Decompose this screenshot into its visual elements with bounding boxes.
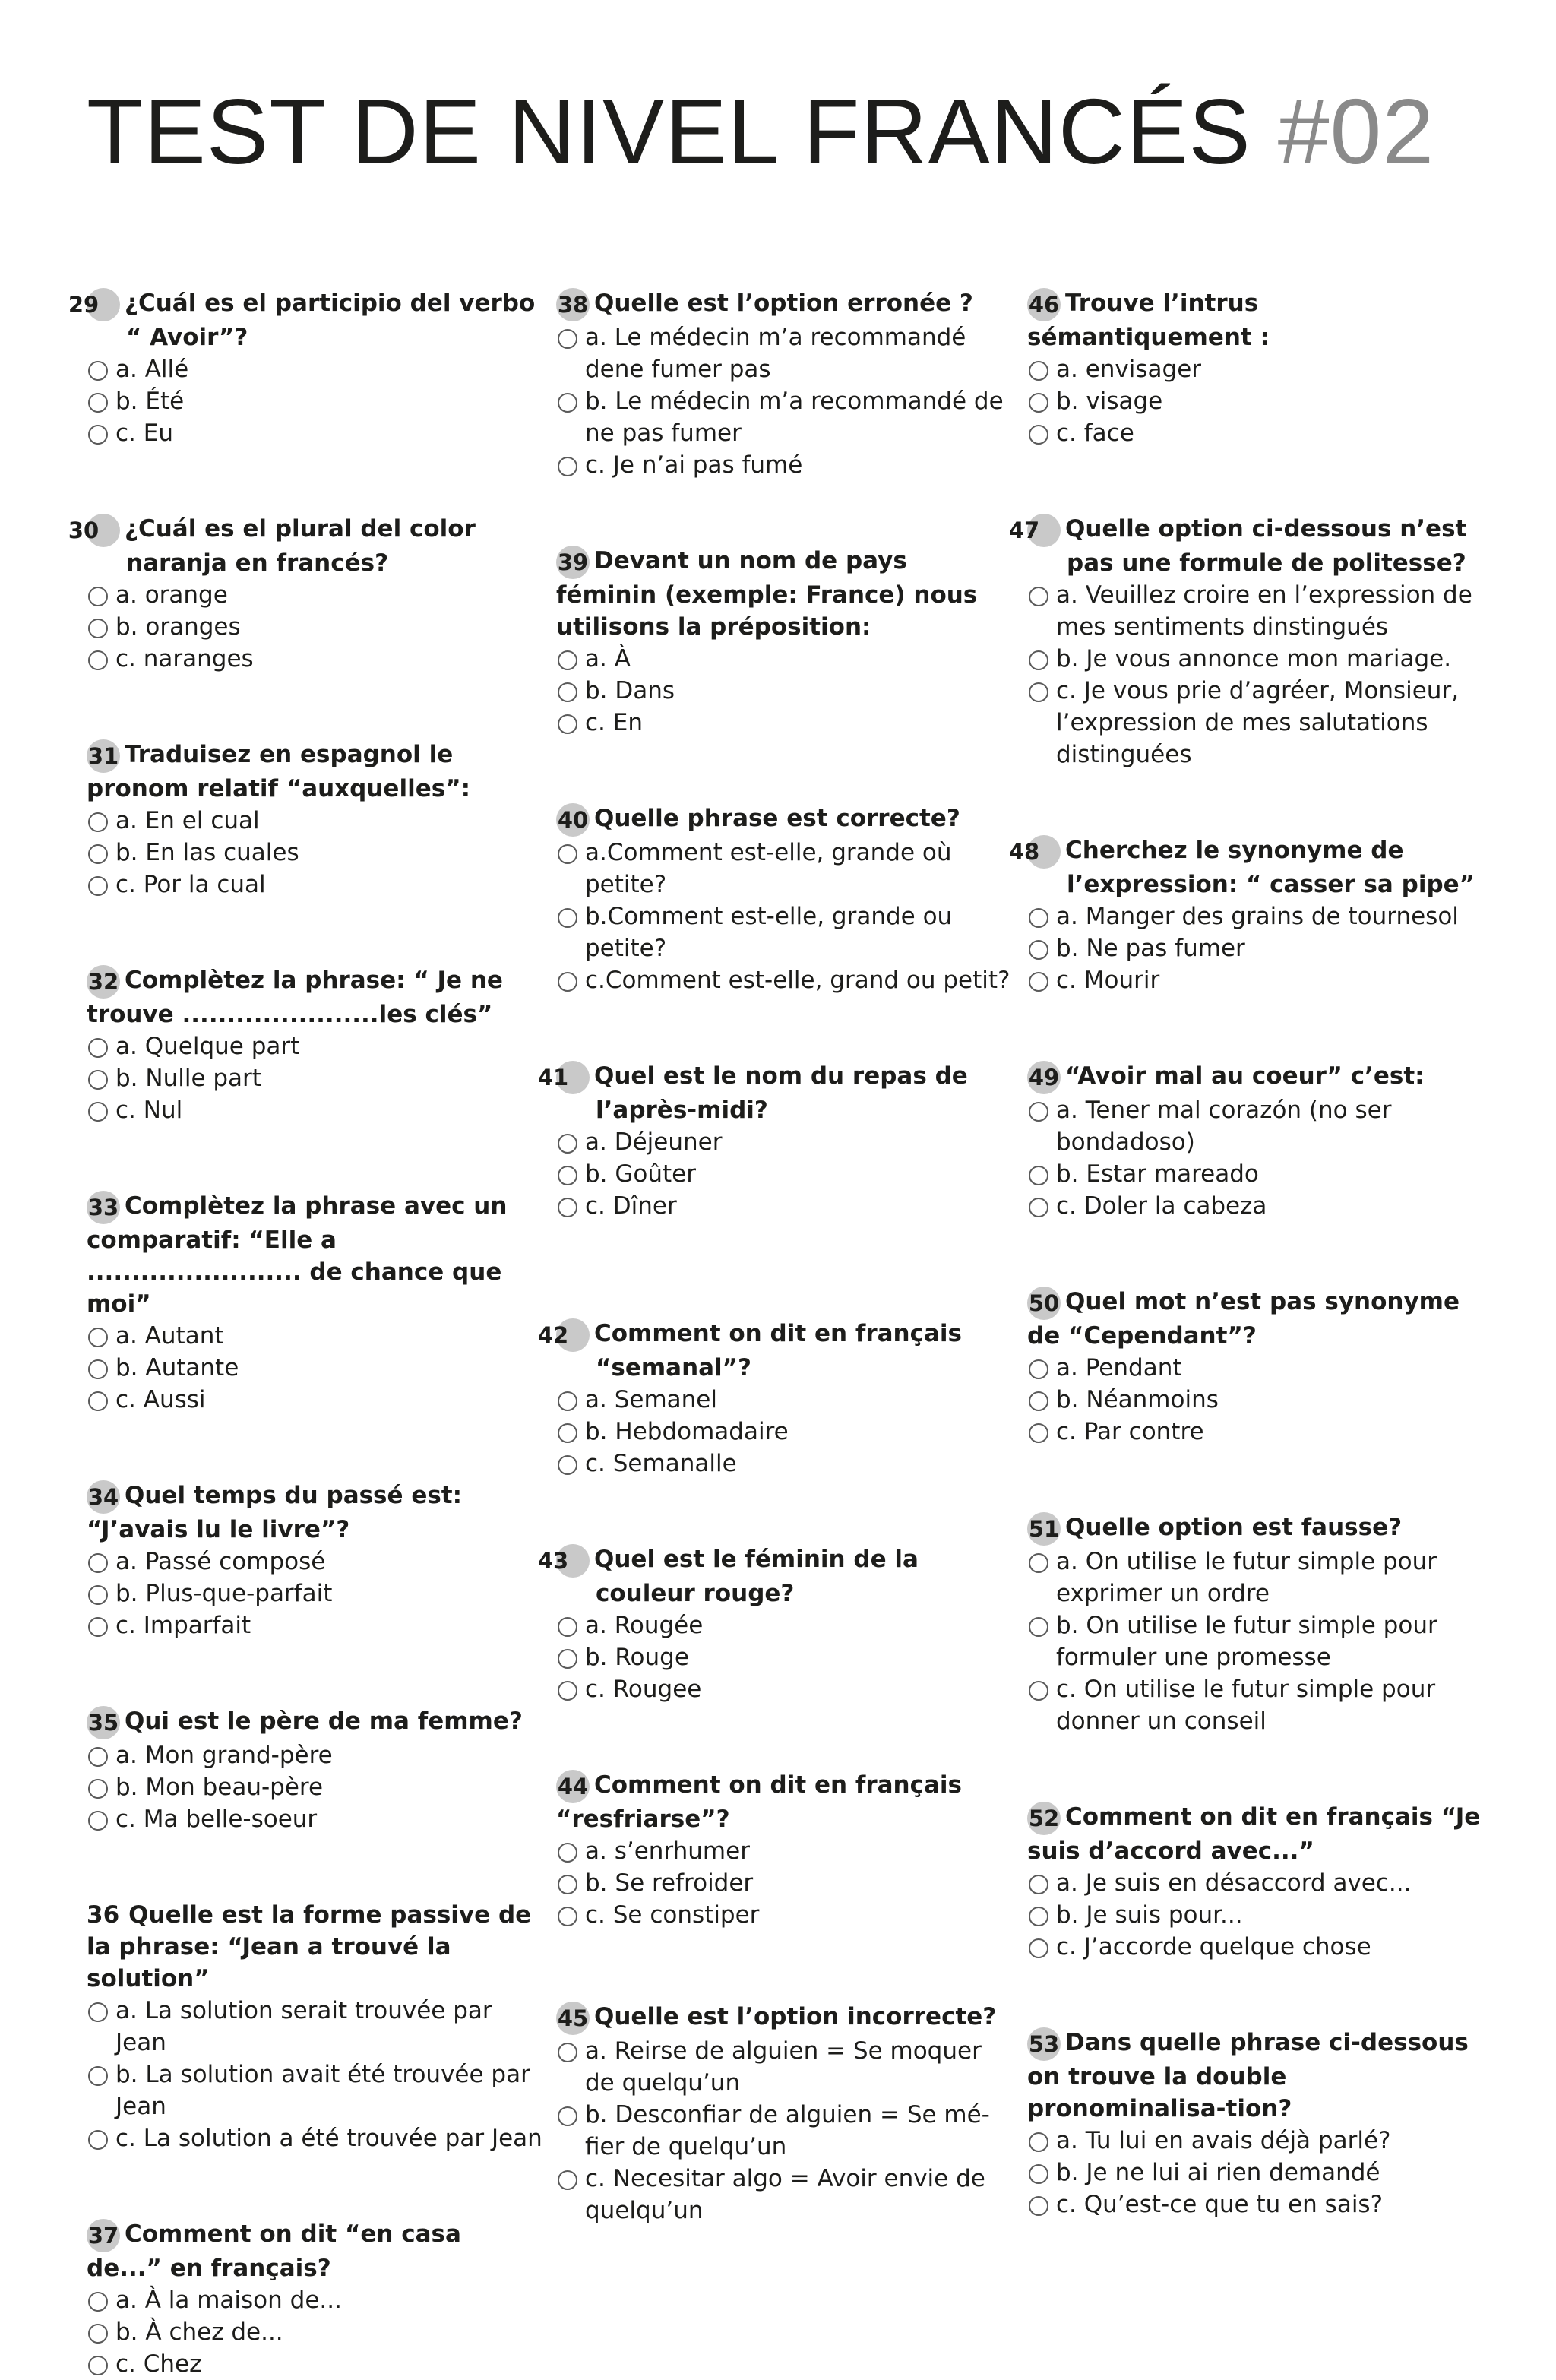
answer-option[interactable]: a. Je suis en désaccord avec... <box>1027 1867 1491 1899</box>
radio-button[interactable] <box>558 1134 577 1154</box>
question-number-badge: 50 <box>1027 1287 1061 1320</box>
answer-option[interactable]: c. Rougee <box>556 1673 1012 1705</box>
answer-option[interactable]: a.Comment est-elle, grande où petite? <box>556 837 1012 900</box>
question-48 <box>1008 834 1491 996</box>
answer-option[interactable]: c. Doler la cabeza <box>1027 1190 1491 1222</box>
radio-button[interactable] <box>88 1391 108 1411</box>
radio-button[interactable] <box>558 1649 577 1669</box>
question-47 <box>1008 513 1491 771</box>
answer-option[interactable]: a. En el cual <box>87 805 542 837</box>
radio-button[interactable] <box>558 844 577 864</box>
radio-button[interactable] <box>88 876 108 896</box>
answer-option[interactable]: c. Je n’ai pas fumé <box>556 449 1012 481</box>
answer-option[interactable]: c. Aussi <box>87 1384 542 1416</box>
question-number-badge: 42 <box>556 1318 590 1352</box>
question-text: Quelle phrase est correcte? <box>594 805 960 832</box>
radio-button[interactable] <box>1029 1875 1048 1894</box>
radio-button[interactable] <box>1029 940 1048 960</box>
answer-option[interactable]: a. Passé composé <box>87 1546 542 1578</box>
question-number-badge: 48 <box>1027 835 1061 869</box>
answer-option[interactable]: b. Je vous annonce mon mariage. <box>1027 643 1491 675</box>
radio-button[interactable] <box>1029 2196 1048 2216</box>
answer-option[interactable]: a. À <box>556 643 1012 675</box>
answer-option[interactable]: a. À la maison de... <box>87 2284 542 2316</box>
question-text: Cherchez le synonyme de l’expression: “ casser sa pipe” <box>1065 837 1475 898</box>
radio-button[interactable] <box>88 1811 108 1831</box>
answer-option[interactable]: b. Été <box>87 385 542 417</box>
radio-button[interactable] <box>88 619 108 638</box>
answer-option[interactable]: c. Mourir <box>1027 964 1491 996</box>
question-text: Quel temps du passé est: “J’avais lu le livre”? <box>87 1482 463 1543</box>
question-number-badge: 30 <box>87 514 120 547</box>
radio-button[interactable] <box>88 812 108 832</box>
question-text: Comment on dit “en casa de...” en français? <box>87 2220 461 2282</box>
answer-option[interactable]: c. Se constiper <box>556 1899 1012 1931</box>
radio-button[interactable] <box>1029 2164 1048 2184</box>
radio-button[interactable] <box>558 682 577 702</box>
answer-option[interactable]: c. Qu’est-ce que tu en sais? <box>1027 2189 1491 2220</box>
answer-option[interactable]: c. Imparfait <box>87 1609 542 1641</box>
answer-option[interactable]: b. Goûter <box>556 1158 1012 1190</box>
question-text: Quel est le nom du repas de l’après-midi? <box>594 1062 968 1124</box>
page-title <box>87 80 1435 183</box>
radio-button[interactable] <box>558 1875 577 1894</box>
answer-option[interactable]: a. Allé <box>87 353 542 385</box>
radio-button[interactable] <box>558 972 577 992</box>
radio-button[interactable] <box>558 1423 577 1443</box>
question-text: Quelle option est fausse? <box>1065 1514 1403 1541</box>
radio-button[interactable] <box>88 393 108 413</box>
answer-option[interactable]: a. Reirse de alguien = Se moquer de quelqu’un <box>556 2035 1012 2099</box>
radio-button[interactable] <box>1029 1166 1048 1185</box>
question-text: Comment on dit en français “semanal”? <box>594 1320 962 1381</box>
answer-option[interactable]: a. Semanel <box>556 1384 1012 1416</box>
radio-button[interactable] <box>88 2002 108 2022</box>
answer-option[interactable]: c. Necesitar algo = Avoir envie de quelqu’un <box>556 2163 1012 2227</box>
answer-option[interactable]: a. Autant <box>87 1320 542 1352</box>
radio-button[interactable] <box>1029 1553 1048 1573</box>
question-36 <box>87 1899 542 2154</box>
question-text: ¿Cuál es el plural del color naranja en francés? <box>125 515 476 577</box>
radio-button[interactable] <box>88 1617 108 1637</box>
question-text: ¿Cuál es el participio del verbo “ Avoir”? <box>125 290 536 351</box>
answer-option[interactable]: b. visage <box>1027 385 1491 417</box>
question-text: Complètez la phrase avec un comparatif: “Elle a ........................ de chance que moi” <box>87 1192 508 1318</box>
question-51 <box>1027 1511 1491 1737</box>
radio-button[interactable] <box>1029 650 1048 670</box>
question-44 <box>556 1769 1012 1931</box>
radio-button[interactable] <box>558 1907 577 1926</box>
answer-option[interactable]: b. Se refroider <box>556 1867 1012 1899</box>
radio-button[interactable] <box>88 2356 108 2375</box>
answer-option[interactable]: c.Comment est-elle, grand ou petit? <box>556 964 1012 996</box>
radio-button[interactable] <box>1029 972 1048 992</box>
question-text: Quelle option ci-dessous n’est pas une formule de politesse? <box>1065 515 1467 577</box>
question-37 <box>87 2218 542 2380</box>
question-number-badge: 37 <box>87 2219 120 2252</box>
question-text: Quelle est la forme passive de la phrase: “Jean a trouvé la solution” <box>87 1901 532 1992</box>
radio-button[interactable] <box>558 1198 577 1217</box>
radio-button[interactable] <box>88 425 108 445</box>
radio-button[interactable] <box>558 329 577 349</box>
question-number: 36 <box>87 1901 120 1929</box>
question-42 <box>537 1318 1012 1480</box>
question-number-badge: 41 <box>556 1061 590 1094</box>
radio-button[interactable] <box>88 2066 108 2086</box>
answer-option[interactable]: a. Rougée <box>556 1609 1012 1641</box>
radio-button[interactable] <box>558 650 577 670</box>
question-column-3 <box>1008 287 1491 2220</box>
answer-option[interactable]: a. Tener mal corazón (no ser bondadoso) <box>1027 1094 1491 1158</box>
radio-button[interactable] <box>1029 1102 1048 1122</box>
radio-button[interactable] <box>1029 587 1048 606</box>
question-number-badge: 31 <box>87 739 120 773</box>
answer-option[interactable]: a. s’enrhumer <box>556 1835 1012 1867</box>
radio-button[interactable] <box>558 393 577 413</box>
answer-option[interactable]: a. Tu lui en avais déjà parlé? <box>1027 2125 1491 2157</box>
radio-button[interactable] <box>558 714 577 734</box>
question-number-badge: 47 <box>1027 514 1061 547</box>
question-53 <box>1027 2027 1491 2220</box>
radio-button[interactable] <box>1029 1423 1048 1443</box>
question-43 <box>537 1543 1012 1705</box>
radio-button[interactable] <box>1029 1617 1048 1637</box>
question-number-badge: 43 <box>556 1544 590 1578</box>
answer-option[interactable]: a. On utilise le futur simple pour exprimer un ordre <box>1027 1546 1491 1609</box>
radio-button[interactable] <box>88 587 108 606</box>
radio-button[interactable] <box>558 2170 577 2190</box>
question-number-badge: 51 <box>1027 1512 1061 1546</box>
question-text: Quel mot n’est pas synonyme de “Cependant”? <box>1027 1288 1460 1350</box>
question-text: Dans quelle phrase ci-dessous on trouve la double pronominalisa-tion? <box>1027 2029 1469 2122</box>
radio-button[interactable] <box>558 1617 577 1637</box>
question-30 <box>68 513 542 675</box>
answer-option[interactable]: a. Mon grand-père <box>87 1739 542 1771</box>
answer-option[interactable]: c. La solution a été trouvée par Jean <box>87 2122 542 2154</box>
radio-button[interactable] <box>88 2324 108 2344</box>
radio-button[interactable] <box>88 361 108 381</box>
answer-option[interactable]: b. En las cuales <box>87 837 542 869</box>
question-number-badge: 35 <box>87 1706 120 1739</box>
radio-button[interactable] <box>88 2292 108 2312</box>
radio-button[interactable] <box>88 1070 108 1090</box>
radio-button[interactable] <box>558 457 577 476</box>
question-number-badge: 38 <box>556 288 590 321</box>
answer-option[interactable]: c. Ma belle-soeur <box>87 1803 542 1835</box>
radio-button[interactable] <box>558 1843 577 1863</box>
answer-option[interactable]: c. Nul <box>87 1094 542 1126</box>
answer-option[interactable]: b. Ne pas fumer <box>1027 932 1491 964</box>
answer-option[interactable]: a. Quelque part <box>87 1030 542 1062</box>
radio-button[interactable] <box>558 1681 577 1701</box>
radio-button[interactable] <box>558 1166 577 1185</box>
radio-button[interactable] <box>88 1747 108 1767</box>
answer-option[interactable]: b. Estar mareado <box>1027 1158 1491 1190</box>
question-number-badge: 45 <box>556 2002 590 2035</box>
question-38 <box>556 287 1012 481</box>
question-text: Devant un nom de pays féminin (exemple: France) nous utilisons la préposition: <box>556 547 978 641</box>
radio-button[interactable] <box>1029 1359 1048 1379</box>
question-number-badge: 52 <box>1027 1802 1061 1835</box>
answer-option[interactable]: a. Le médecin m’a recommandé dene fumer pas <box>556 321 1012 385</box>
answer-option[interactable]: b.Comment est-elle, grande ou petite? <box>556 900 1012 964</box>
question-number-badge: 39 <box>556 546 590 579</box>
question-32 <box>87 964 542 1126</box>
title-main: TEST DE NIVEL FRANCÉS <box>87 80 1251 183</box>
question-49 <box>1027 1060 1491 1222</box>
radio-button[interactable] <box>558 1455 577 1475</box>
question-31 <box>87 739 542 900</box>
question-text: Trouve l’intrus sémantiquement : <box>1027 290 1270 351</box>
question-41 <box>537 1060 1012 1222</box>
radio-button[interactable] <box>1029 1907 1048 1926</box>
answer-option[interactable]: b. À chez de... <box>87 2316 542 2348</box>
answer-option[interactable]: a. envisager <box>1027 353 1491 385</box>
radio-button[interactable] <box>1029 1198 1048 1217</box>
question-text: Comment on dit en français “resfriarse”? <box>556 1771 962 1833</box>
question-text: Quelle est l’option incorrecte? <box>594 2003 997 2030</box>
answer-option[interactable]: a. Veuillez croire en l’expression de mes sentiments dinstingués <box>1027 579 1491 643</box>
answer-option[interactable]: b. Le médecin m’a recommandé de ne pas fumer <box>556 385 1012 449</box>
title-number: #02 <box>1277 80 1435 183</box>
answer-option[interactable]: c. Dîner <box>556 1190 1012 1222</box>
answer-option[interactable]: b. Mon beau-père <box>87 1771 542 1803</box>
radio-button[interactable] <box>1029 361 1048 381</box>
answer-option[interactable]: a. orange <box>87 579 542 611</box>
answer-option[interactable]: c. Eu <box>87 417 542 449</box>
question-number-badge: 33 <box>87 1191 120 1224</box>
answer-option[interactable]: b. Rouge <box>556 1641 1012 1673</box>
question-number-badge: 53 <box>1027 2027 1061 2061</box>
question-number-badge: 29 <box>87 288 120 321</box>
answer-option[interactable]: b. Je ne lui ai rien demandé <box>1027 2157 1491 2189</box>
question-46 <box>1027 287 1491 449</box>
answer-option[interactable]: b. Néanmoins <box>1027 1384 1491 1416</box>
answer-option[interactable]: c. Por la cual <box>87 869 542 900</box>
radio-button[interactable] <box>1029 908 1048 928</box>
radio-button[interactable] <box>1029 1681 1048 1701</box>
question-text: Traduisez en espagnol le pronom relatif “auxquelles”: <box>87 741 470 802</box>
answer-option[interactable]: a. Manger des grains de tournesol <box>1027 900 1491 932</box>
question-text: Comment on dit en français “Je suis d’accord avec...” <box>1027 1803 1481 1865</box>
answer-option[interactable]: b. Autante <box>87 1352 542 1384</box>
question-35 <box>87 1705 542 1835</box>
answer-option[interactable]: a. Pendant <box>1027 1352 1491 1384</box>
question-column-1 <box>68 287 542 2380</box>
radio-button[interactable] <box>558 2106 577 2126</box>
radio-button[interactable] <box>88 1585 108 1605</box>
answer-option[interactable]: c. Semanalle <box>556 1448 1012 1480</box>
radio-button[interactable] <box>88 1038 108 1058</box>
answer-option[interactable]: c. J’accorde quelque chose <box>1027 1931 1491 1963</box>
question-number-badge: 44 <box>556 1770 590 1803</box>
radio-button[interactable] <box>1029 682 1048 702</box>
question-50 <box>1027 1286 1491 1448</box>
answer-option[interactable]: a. Déjeuner <box>556 1126 1012 1158</box>
question-number-badge: 46 <box>1027 288 1061 321</box>
answer-option[interactable]: c. On utilise le futur simple pour donner un conseil <box>1027 1673 1491 1737</box>
question-text: Quelle est l’option erronée ? <box>594 290 973 317</box>
radio-button[interactable] <box>88 1553 108 1573</box>
answer-option[interactable]: b. Nulle part <box>87 1062 542 1094</box>
question-text: Complètez la phrase: “ Je ne trouve ......................les clés” <box>87 967 503 1028</box>
answer-option[interactable]: c. face <box>1027 417 1491 449</box>
question-40 <box>556 802 1012 996</box>
question-text: Qui est le père de ma femme? <box>125 1707 523 1735</box>
radio-button[interactable] <box>1029 425 1048 445</box>
answer-option[interactable]: b. Desconfiar de alguien = Se mé-fier de quelqu’un <box>556 2099 1012 2163</box>
radio-button[interactable] <box>88 2130 108 2150</box>
answer-option[interactable]: b. On utilise le futur simple pour formuler une promesse <box>1027 1609 1491 1673</box>
answer-option[interactable]: b. Je suis pour... <box>1027 1899 1491 1931</box>
answer-option[interactable]: b. Plus-que-parfait <box>87 1578 542 1609</box>
radio-button[interactable] <box>1029 2132 1048 2152</box>
answer-option[interactable]: a. La solution serait trouvée par Jean <box>87 1995 542 2059</box>
radio-button[interactable] <box>88 1102 108 1122</box>
answer-option[interactable]: c. En <box>556 707 1012 739</box>
question-number-badge: 49 <box>1027 1061 1061 1094</box>
question-number-badge: 40 <box>556 803 590 837</box>
question-34 <box>87 1480 542 1641</box>
answer-option[interactable]: c. naranges <box>87 643 542 675</box>
radio-button[interactable] <box>88 1359 108 1379</box>
radio-button[interactable] <box>1029 393 1048 413</box>
question-number-badge: 34 <box>87 1480 120 1514</box>
question-text: Quel est le féminin de la couleur rouge? <box>594 1546 919 1607</box>
question-text: “Avoir mal au coeur” c’est: <box>1065 1062 1425 1090</box>
question-52 <box>1027 1801 1491 1963</box>
answer-option[interactable]: b. oranges <box>87 611 542 643</box>
question-number-badge: 32 <box>87 965 120 999</box>
answer-option[interactable]: c. Par contre <box>1027 1416 1491 1448</box>
answer-option[interactable]: b. Dans <box>556 675 1012 707</box>
radio-button[interactable] <box>1029 1938 1048 1958</box>
radio-button[interactable] <box>558 2043 577 2062</box>
radio-button[interactable] <box>1029 1391 1048 1411</box>
question-45 <box>556 2001 1012 2227</box>
radio-button[interactable] <box>88 844 108 864</box>
radio-button[interactable] <box>88 650 108 670</box>
question-39 <box>556 545 1012 739</box>
radio-button[interactable] <box>88 1779 108 1799</box>
question-column-2 <box>537 287 1012 2227</box>
radio-button[interactable] <box>88 1328 108 1347</box>
answer-option[interactable]: c. Je vous prie d’agréer, Monsieur, l’expression de mes salutations distinguées <box>1027 675 1491 771</box>
radio-button[interactable] <box>558 908 577 928</box>
answer-option[interactable]: b. La solution avait été trouvée par Jean <box>87 2059 542 2122</box>
answer-option[interactable]: c. Chez <box>87 2348 542 2380</box>
radio-button[interactable] <box>558 1391 577 1411</box>
answer-option[interactable]: b. Hebdomadaire <box>556 1416 1012 1448</box>
question-33 <box>87 1190 542 1416</box>
question-29 <box>68 287 542 449</box>
